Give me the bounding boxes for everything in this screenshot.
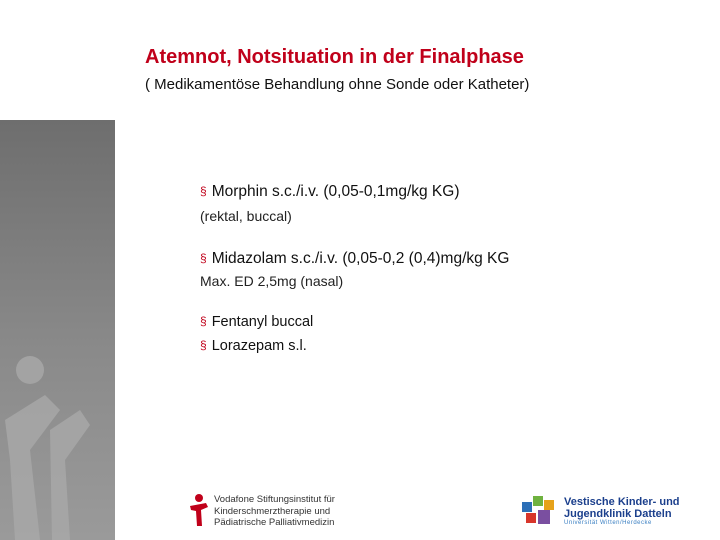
- logo-line: Jugendklinik Datteln: [564, 508, 672, 520]
- bullet-icon: §: [200, 338, 207, 352]
- logo-line: Vodafone Stiftungsinstitut für: [214, 494, 335, 505]
- colorful-building-logo-icon: [520, 492, 560, 528]
- bullet-icon: §: [200, 314, 207, 328]
- slide-subtitle: ( Medikamentöse Behandlung ohne Sonde oder Katheter): [145, 76, 530, 93]
- list-item-note: Max. ED 2,5mg (nasal): [200, 273, 344, 289]
- decorative-sidebar: [0, 120, 115, 540]
- drug-fentanyl: Fentanyl buccal: [211, 314, 314, 330]
- footer-logo-vodafone: [186, 492, 335, 533]
- logo-line: Vestische Kinder- und: [564, 496, 680, 508]
- logo-subline: Universität Witten/Herdecke: [564, 520, 652, 526]
- footer-logo-datteln: [520, 492, 680, 533]
- figure-watermark-icon: [0, 120, 115, 540]
- list-item: [200, 183, 459, 201]
- red-figure-logo-icon: [186, 492, 210, 528]
- drug-midazolam: Midazolam s.c./i.v. (0,05-0,2 (0,4)mg/kg KG: [211, 250, 510, 267]
- list-item: [200, 338, 307, 354]
- bullet-icon: §: [200, 184, 207, 198]
- bullet-icon: §: [200, 251, 207, 265]
- drug-lorazepam: Lorazepam s.l.: [211, 338, 307, 354]
- list-item: [200, 250, 509, 268]
- list-item: [200, 314, 313, 330]
- drug-morphin: Morphin s.c./i.v. (0,05-0,1mg/kg KG): [211, 183, 460, 200]
- logo-line: Pädiatrische Palliativmedizin: [214, 517, 335, 528]
- list-item-note: (rektal, buccal): [200, 208, 292, 224]
- slide-title: Atemnot, Notsituation in der Finalphase: [145, 46, 524, 68]
- logo-line: Kinderschmerztherapie und: [214, 505, 331, 517]
